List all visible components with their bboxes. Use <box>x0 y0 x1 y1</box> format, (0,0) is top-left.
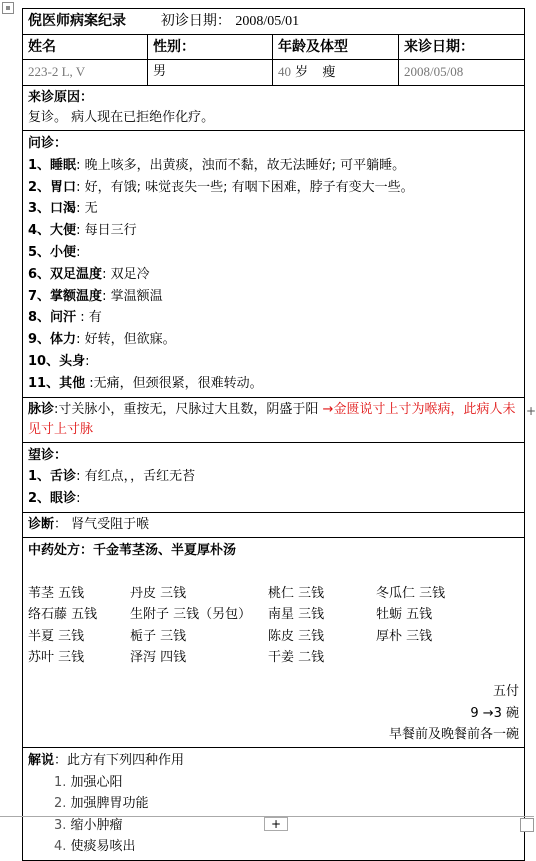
herb-item <box>376 647 486 669</box>
age-value-cell[interactable] <box>273 60 399 86</box>
prescription-cell[interactable] <box>23 537 525 747</box>
patient-name: 223-2 L, V <box>28 64 86 79</box>
herb-item: 络石藤 五钱 <box>28 607 98 623</box>
age-label: 年龄及体型 <box>278 39 348 55</box>
name-label: 姓名 <box>28 39 56 55</box>
explanation-text: ：此方有下列四种作用 <box>54 753 185 769</box>
inquiry-cell[interactable] <box>23 131 525 398</box>
inspection-label: 望诊： <box>28 447 68 463</box>
herb-item: 厚朴 三钱 <box>376 628 433 644</box>
herb-item: 陈皮 三钱 <box>268 628 325 644</box>
diagnosis-cell[interactable] <box>23 512 525 537</box>
inquiry-item: 7、掌额温度: 掌温额温 <box>28 288 163 304</box>
name-label-cell <box>23 35 148 60</box>
tongue-exam: 1、舌诊: 有红点，，舌红无苔 <box>28 469 196 485</box>
inquiry-item: 10、头身: <box>28 353 90 369</box>
herb-item: 半夏 三钱 <box>28 628 85 644</box>
visit-label-cell <box>399 35 525 60</box>
herb-item: 牡蛎 五钱 <box>376 607 433 623</box>
table-move-handle[interactable] <box>2 2 14 14</box>
herb-item: 桃仁 三钱 <box>268 585 325 601</box>
herb-item: 丹皮 三钱 <box>130 585 187 601</box>
inquiry-item: 2、胃口: 好，有饿; 味觉丧失一些; 有咽下困难，脖子有变大一些。 <box>28 179 414 195</box>
first-visit-date: 2008/05/01 <box>235 14 300 29</box>
pulse-note: 金匮说寸上寸为喉病，此病人未见寸上寸脉 <box>28 401 516 437</box>
inquiry-label: 问诊： <box>28 136 68 151</box>
herb-item: 干姜 二钱 <box>268 650 325 666</box>
inquiry-item: 6、双足温度: 双足冷 <box>28 266 150 282</box>
visit-date-label: 来诊日期： <box>404 39 474 55</box>
explanation-label: 解说 <box>28 753 55 769</box>
patient-age: 40 <box>278 64 291 79</box>
dose-count: 五付 <box>493 683 520 699</box>
table-resize-handle[interactable] <box>520 818 534 832</box>
arrow-icon: → <box>322 401 334 417</box>
age-label-cell <box>273 35 399 60</box>
herb-list <box>28 583 519 669</box>
water-amount: 9 →3 碗 <box>470 705 520 721</box>
reason-cell[interactable] <box>23 86 525 131</box>
gender-label: 性别： <box>153 39 195 55</box>
record-title-cell <box>23 9 525 35</box>
inspection-cell[interactable] <box>23 442 525 512</box>
herb-item: 苏叶 三钱 <box>28 650 85 666</box>
visit-value-cell[interactable] <box>399 60 525 86</box>
herb-item: 冬瓜仁 三钱 <box>376 585 446 601</box>
patient-build: 瘦 <box>322 65 336 80</box>
inquiry-item: 5、小便: <box>28 244 81 260</box>
medical-record-table <box>22 8 525 861</box>
eye-exam: 2、眼诊: <box>28 491 81 507</box>
age-unit: 岁 <box>295 65 309 80</box>
list-item: 1. 加强心阳 <box>54 774 123 790</box>
list-item: 4. 使痰易咳出 <box>54 839 136 855</box>
explanation-list <box>28 772 519 858</box>
visit-date: 2008/05/08 <box>404 64 464 79</box>
diagnosis-label: 诊断 <box>28 516 55 532</box>
inquiry-item: 4、大便: 每日三行 <box>28 223 137 239</box>
add-row-button[interactable]: + <box>264 817 288 831</box>
herb-item: 南星 三钱 <box>268 607 325 623</box>
list-item: 3. 缩小肿瘤 <box>54 817 123 833</box>
herb-item: 苇茎 五钱 <box>28 585 85 601</box>
reason-label: 来诊原因： <box>28 90 94 105</box>
record-title: 倪医师病案纪录 <box>28 13 126 29</box>
prescription-label: 中药处方：千金苇茎汤、半夏厚朴汤 <box>28 542 237 558</box>
herb-item: 泽泻 四钱 <box>130 650 187 666</box>
inquiry-item: 3、口渴: 无 <box>28 201 98 217</box>
herb-item: 生附子 三钱（另包） <box>130 607 252 623</box>
inquiry-item: 1、睡眠: 晚上咳多，出黄痰，浊而不黏，故无法睡好; 可平躺睡。 <box>28 157 406 173</box>
explanation-cell[interactable] <box>23 748 525 861</box>
add-column-button[interactable]: + <box>526 404 536 418</box>
reason-text: 复诊。 病人现在已拒绝作化疗。 <box>28 110 215 125</box>
gender-label-cell <box>148 35 273 60</box>
name-value-cell[interactable] <box>23 60 148 86</box>
patient-gender: 男 <box>153 64 167 79</box>
inquiry-item: 8、问汗 : 有 <box>28 310 102 326</box>
list-item: 2. 加强脾胃功能 <box>54 796 149 812</box>
inquiry-item: 9、体力: 好转，但欲寐。 <box>28 332 176 348</box>
pulse-text: :寸关脉小，重按无，尺脉过大且数，阴盛于阳 <box>54 401 323 417</box>
pulse-cell[interactable] <box>23 397 525 442</box>
diagnosis-text: ： 肾气受阻于喉 <box>54 516 150 532</box>
pulse-label: 脉诊 <box>28 401 55 417</box>
herb-item: 栀子 三钱 <box>130 628 187 644</box>
dose-timing: 早餐前及晚餐前各一碗 <box>389 727 520 743</box>
inquiry-item: 11、其他 :无痛，但颈很紧，很难转动。 <box>28 375 263 391</box>
gender-value-cell[interactable] <box>148 60 273 86</box>
first-visit-label: 初诊日期： <box>160 13 231 29</box>
